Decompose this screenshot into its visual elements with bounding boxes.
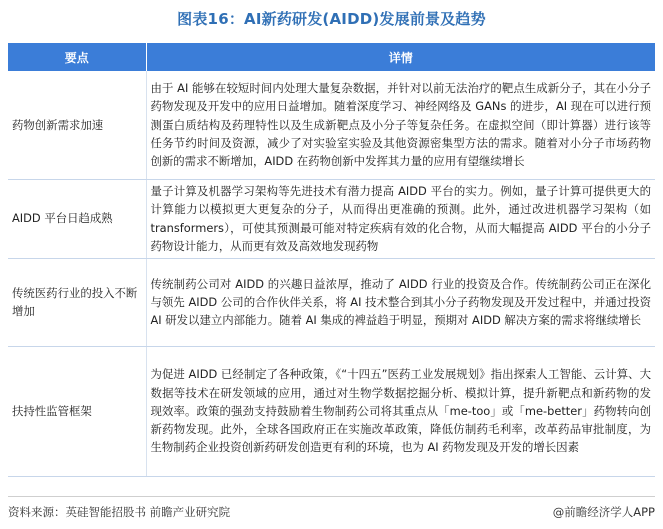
row-point: 药物创新需求加速	[8, 71, 146, 179]
header-detail: 详情	[146, 43, 655, 71]
footer	[8, 496, 655, 529]
table-header-row	[8, 43, 655, 71]
row-detail: 量子计算及机器学习架构等先进技术有潜力提高 AIDD 平台的实力。例如，量子计算可提供更大的计算能力以模拟更大更复杂的分子，从而得出更准确的预测。此外，通过改进机器学习架构（如 transformers），可使其预测最可能对特定疾病有效的化合物，从而大幅提高 AIDD 平台的小分子药物设计能力，从而更有效及高效地发现药物	[146, 179, 655, 258]
table-row	[8, 71, 655, 179]
table-row	[8, 258, 655, 346]
row-detail: 为促进 AIDD 已经制定了各种政策，《“十四五”医药工业发展规划》指出探索人工智能、云计算、大数据等技术在研发领域的应用，通过对生物学数据挖掘分析、模拟计算，提升新靶点和新药物的发现效率。政策的强劲支持鼓励着生物制药公司将其重点从「me-too」或「me-better」药物转向创新药物发现。此外，全球各国政府正在实施改革政策，降低仿制药毛利率，改革药品审批制度，为生物制药企业投资创新药研发创造更有利的环境，也为 AI 药物发现及开发的增长因素	[146, 346, 655, 476]
figure-title: 图表16：AI新药研发(AIDD)发展前景及趋势	[177, 10, 486, 28]
header-point: 要点	[8, 43, 146, 71]
row-point: 传统医药行业的投入不断增加	[8, 258, 146, 346]
row-point: AIDD 平台日趋成熟	[8, 179, 146, 258]
row-detail: 由于 AI 能够在较短时间内处理大量复杂数据，并针对以前无法治疗的靶点生成新分子，其在小分子药物发现及开发中的应用日益增加。随着深度学习、神经网络及 GANs 的进步，AI 现在可以进行预测蛋白质结构及药理特性以及生成新靶点及小分子等复杂任务。在虚拟空间（即计算器）进行该等任务节约时间及资源，减少了对实验室实验及其他资源密集型方法的需求。随着对小分子市场药物创新的需求不断增加，AIDD 在药物创新中发挥其力量的应用有望继续增长	[146, 71, 655, 179]
source-note: 资料来源：英硅智能招股书 前瞻产业研究院	[8, 505, 231, 519]
table-row	[8, 179, 655, 258]
trends-table	[8, 43, 655, 477]
table-row	[8, 346, 655, 476]
row-detail: 传统制药公司对 AIDD 的兴趣日益浓厚，推动了 AIDD 行业的投资及合作。传统制药公司正在深化与领先 AIDD 公司的合作伙伴关系，将 AI 技术整合到其小分子药物发现及开发过程中，并通过投资 AI 研发以建立内部能力。随着 AI 集成的裨益趋于明显，预期对 AIDD 解决方案的需求将继续增长	[146, 258, 655, 346]
brand-credit: @前瞻经济学人APP	[552, 505, 655, 519]
row-point: 扶持性监管框架	[8, 346, 146, 476]
